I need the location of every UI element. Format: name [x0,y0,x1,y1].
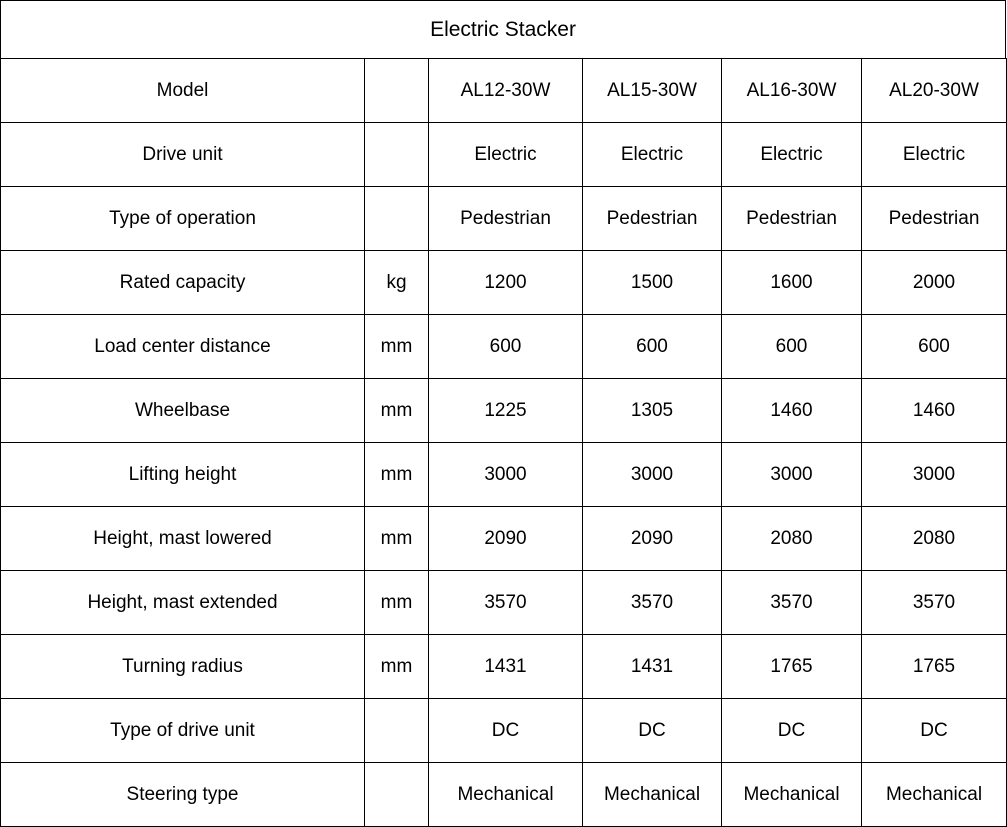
value-cell: 2090 [429,507,583,571]
value-cell: 600 [722,315,862,379]
param-cell: Steering type [1,763,365,827]
value-cell: Electric [862,123,1007,187]
unit-cell [365,699,429,763]
param-cell: Type of drive unit [1,699,365,763]
value-cell: 1431 [583,635,722,699]
value-cell: Electric [583,123,722,187]
table-row [1,507,1007,571]
value-cell: 1305 [583,379,722,443]
value-cell: 1431 [429,635,583,699]
value-cell: Pedestrian [583,187,722,251]
value-cell: 1460 [722,379,862,443]
table-row [1,571,1007,635]
value-cell: AL15-30W [583,59,722,123]
unit-cell: mm [365,379,429,443]
value-cell: 1500 [583,251,722,315]
value-cell: 3570 [583,571,722,635]
value-cell: Mechanical [583,763,722,827]
spec-table [0,58,1007,827]
param-cell: Drive unit [1,123,365,187]
table-row [1,699,1007,763]
table-row [1,251,1007,315]
value-cell: 2090 [583,507,722,571]
unit-cell: mm [365,635,429,699]
value-cell: 2080 [862,507,1007,571]
param-cell: Wheelbase [1,379,365,443]
table-row [1,763,1007,827]
param-cell: Height, mast lowered [1,507,365,571]
value-cell: 3000 [583,443,722,507]
value-cell: Electric [722,123,862,187]
value-cell: DC [722,699,862,763]
table-row [1,123,1007,187]
value-cell: 600 [583,315,722,379]
param-cell: Turning radius [1,635,365,699]
unit-cell [365,123,429,187]
unit-cell: mm [365,507,429,571]
value-cell: 3000 [722,443,862,507]
value-cell: AL20-30W [862,59,1007,123]
value-cell: 3000 [429,443,583,507]
value-cell: 600 [429,315,583,379]
value-cell: DC [583,699,722,763]
value-cell: 600 [862,315,1007,379]
param-cell: Rated capacity [1,251,365,315]
value-cell: 3000 [862,443,1007,507]
value-cell: Electric [429,123,583,187]
value-cell: 3570 [429,571,583,635]
value-cell: 3570 [862,571,1007,635]
value-cell: AL12-30W [429,59,583,123]
value-cell: Mechanical [862,763,1007,827]
value-cell: Mechanical [429,763,583,827]
unit-cell [365,187,429,251]
unit-cell [365,59,429,123]
table-row [1,635,1007,699]
table-row [1,187,1007,251]
value-cell: Pedestrian [429,187,583,251]
value-cell: 1765 [862,635,1007,699]
param-cell: Height, mast extended [1,571,365,635]
unit-cell: mm [365,443,429,507]
param-cell: Lifting height [1,443,365,507]
table-row [1,443,1007,507]
value-cell: Mechanical [722,763,862,827]
table-title: Electric Stacker [0,0,1006,59]
param-cell: Type of operation [1,187,365,251]
value-cell: DC [862,699,1007,763]
table-row [1,59,1007,123]
unit-cell: mm [365,315,429,379]
value-cell: 2000 [862,251,1007,315]
spec-table-body [1,59,1007,827]
value-cell: 1600 [722,251,862,315]
param-cell: Load center distance [1,315,365,379]
value-cell: 1765 [722,635,862,699]
value-cell: Pedestrian [862,187,1007,251]
value-cell: 3570 [722,571,862,635]
unit-cell [365,763,429,827]
param-cell: Model [1,59,365,123]
value-cell: 1200 [429,251,583,315]
unit-cell: mm [365,571,429,635]
value-cell: 1460 [862,379,1007,443]
value-cell: 2080 [722,507,862,571]
value-cell: DC [429,699,583,763]
value-cell: 1225 [429,379,583,443]
unit-cell: kg [365,251,429,315]
value-cell: AL16-30W [722,59,862,123]
table-row [1,379,1007,443]
value-cell: Pedestrian [722,187,862,251]
table-row [1,315,1007,379]
